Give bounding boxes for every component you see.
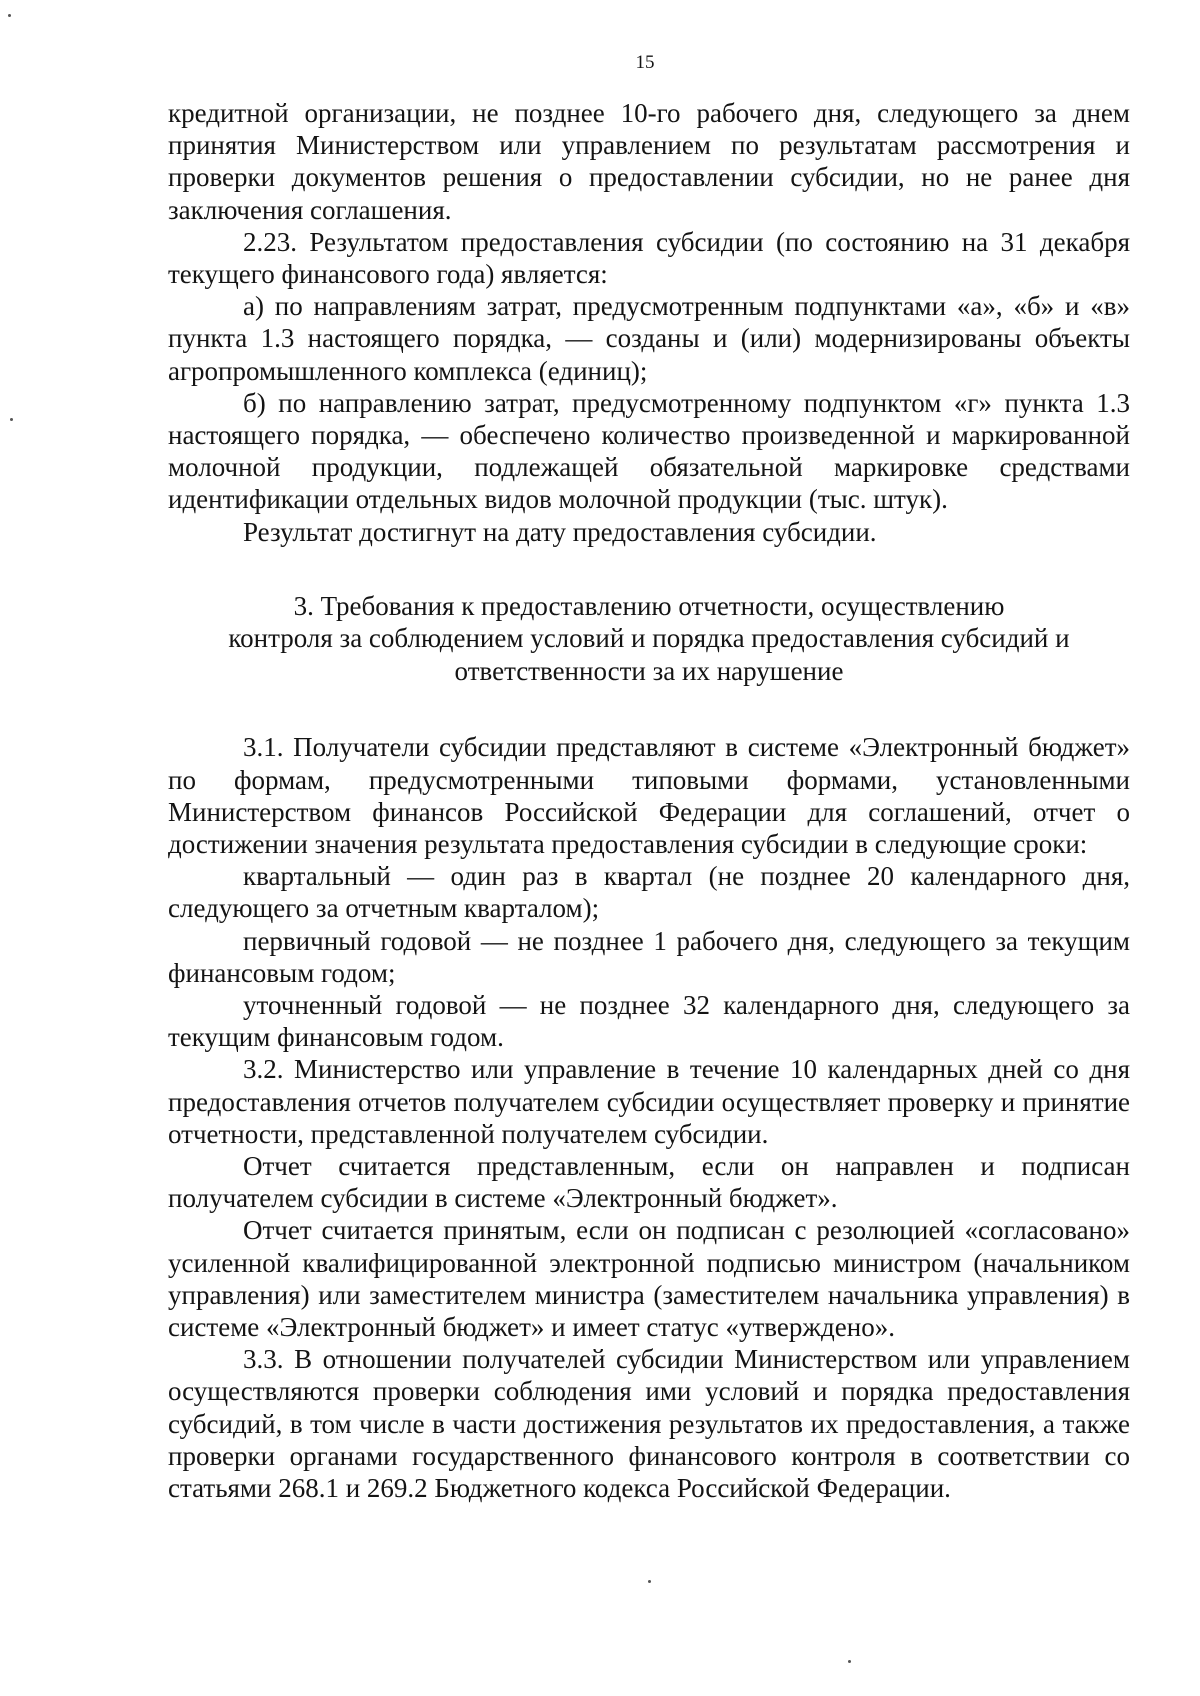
paragraph-continuation: кредитной организации, не позднее 10-го рабочего дня, следующего за днем принятия Министерством или управлением по результатам рассмотрения и проверки документов решения о предоставлении субсидии, но не ранее дня заключения соглашения.	[168, 98, 1130, 225]
paragraph-3-1: 3.1. Получатели субсидии представляют в системе «Электронный бюджет» по формам, предусмотренными типовыми формами, установленными Министерством финансов Российской Федерации для соглашений, отчет о достижении значения результата предоставления субсидии в следующие сроки:	[168, 732, 1130, 859]
paragraph-refined-annual: уточненный годовой — не позднее 32 календарного дня, следующего за текущим финансовым годом.	[168, 989, 1130, 1053]
section-3-heading	[168, 590, 1130, 688]
paragraph-primary-annual: первичный годовой — не позднее 1 рабочего дня, следующего за текущим финансовым годом;	[168, 925, 1130, 988]
paragraph-3-2: 3.2. Министерство или управление в течение 10 календарных дней со дня предоставления отчетов получателем субсидии осуществляет проверку и принятие отчетности, представленной получателем субсидии.	[168, 1054, 1130, 1149]
paragraph-quarterly: квартальный — один раз в квартал (не позднее 20 календарного дня, следующего за отчетным кварталом);	[168, 861, 1130, 924]
paragraph-2-23-a: а) по направлениям затрат, предусмотренным подпунктами «а», «б» и «в» пункта 1.3 настоящего порядка, — созданы и (или) модернизированы объекты агропромышленного комплекса (единиц);	[168, 291, 1130, 386]
scan-speck	[648, 1580, 651, 1583]
section-heading-line-3: ответственности за их нарушение	[454, 655, 844, 686]
document-body	[168, 97, 1130, 1504]
paragraph-2-23: 2.23. Результатом предоставления субсидии (по состоянию на 31 декабря текущего финансового года) является:	[168, 226, 1130, 290]
scan-speck	[848, 1660, 851, 1663]
paragraph-2-23-b: б) по направлению затрат, предусмотренному подпунктом «г» пункта 1.3 настоящего порядка, — обеспечено количество произведенной и маркированной молочной продукции, подлежащей обязательной маркировке средствами идентификации отдельных видов молочной продукции (тыс. штук).	[168, 387, 1130, 515]
paragraph-result-achieved: Результат достигнут на дату предоставления субсидии.	[243, 516, 877, 547]
page-number: 15	[635, 52, 655, 73]
paragraph-report-accepted: Отчет считается принятым, если он подписан с резолюцией «согласовано» усиленной квалифицированной электронной подписью министром (начальником управления) или заместителем министра (заместителем начальника управления) в системе «Электронный бюджет» и имеет статус «утверждено».	[168, 1215, 1130, 1342]
scan-speck	[8, 14, 11, 17]
paragraph-report-submitted: Отчет считается представленным, если он направлен и подписан получателем субсидии в системе «Электронный бюджет».	[168, 1150, 1130, 1214]
scan-speck	[10, 418, 13, 421]
paragraph-3-3: 3.3. В отношении получателей субсидии Министерством или управлением осуществляются проверки соблюдения ими условий и порядка предоставления субсидий, в том числе в части достижения результатов их предоставления, а также проверки органами государственного финансового контроля в соответствии со статьями 268.1 и 269.2 Бюджетного кодекса Российской Федерации.	[168, 1344, 1130, 1504]
section-heading-line-2: контроля за соблюдением условий и порядка предоставления субсидий и	[228, 623, 1070, 654]
section-heading-line-1: 3. Требования к предоставлению отчетности, осуществлению	[293, 590, 1005, 621]
